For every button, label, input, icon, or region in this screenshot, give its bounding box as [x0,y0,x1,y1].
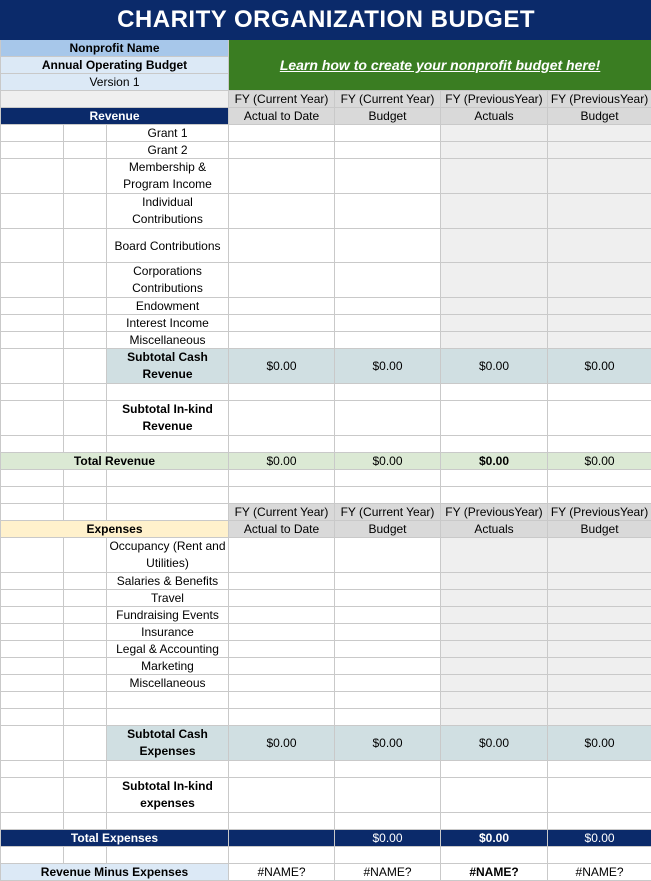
revenue-input[interactable] [335,315,441,332]
subtotal-inkind-revenue-label: Subtotal In-kind Revenue [107,401,229,436]
revenue-input[interactable] [229,263,335,298]
col-header-actual-to-date: Actual to Date [229,108,335,125]
revenue-input[interactable] [548,159,651,194]
expense-item-label: Fundraising Events [107,607,229,624]
expense-input[interactable] [229,709,335,726]
expense-input[interactable] [335,641,441,658]
expense-input[interactable] [548,675,651,692]
revenue-input[interactable] [229,315,335,332]
total-expenses-value: $0.00 [548,830,651,847]
revenue-item-label: Grant 2 [107,142,229,159]
total-expenses-value [229,830,335,847]
expense-input[interactable] [229,590,335,607]
expense-input[interactable] [441,692,548,709]
total-expenses-value: $0.00 [441,830,548,847]
revenue-input[interactable] [441,142,548,159]
expense-input[interactable] [107,709,229,726]
revenue-input[interactable] [335,142,441,159]
subtotal-value: $0.00 [229,726,335,761]
expense-input[interactable] [335,709,441,726]
col-header-fy-current: FY (Current Year) [229,504,335,521]
revenue-input[interactable] [229,229,335,263]
header-spacer [1,91,229,108]
expense-input[interactable] [548,692,651,709]
revenue-input[interactable] [441,332,548,349]
col-header-fy-previous: FY (PreviousYear) [548,504,651,521]
expense-input[interactable] [441,607,548,624]
revenue-item-label: Endowment [107,298,229,315]
expense-input[interactable] [548,641,651,658]
revenue-input[interactable] [548,332,651,349]
revenue-input[interactable] [229,194,335,229]
expense-item-label: Legal & Accounting [107,641,229,658]
subtotal-inkind-expenses-label: Subtotal In-kind expenses [107,778,229,813]
expense-item-label: Insurance [107,624,229,641]
revenue-input[interactable] [335,159,441,194]
expense-input[interactable] [441,573,548,590]
total-revenue-value: $0.00 [229,453,335,470]
expense-input[interactable] [335,675,441,692]
revenue-input[interactable] [441,263,548,298]
budget-name-cell[interactable]: Annual Operating Budget [1,57,229,74]
col-header-actual-to-date: Actual to Date [229,521,335,538]
inkind-input[interactable] [548,778,651,813]
expenses-section-label: Expenses [1,521,229,538]
inkind-input[interactable] [441,401,548,436]
expense-input[interactable] [229,658,335,675]
total-revenue-value: $0.00 [441,453,548,470]
revenue-input[interactable] [335,263,441,298]
col-header-fy-previous: FY (PreviousYear) [548,91,651,108]
col-header-budget: Budget [335,521,441,538]
revenue-input[interactable] [548,263,651,298]
expense-input[interactable] [441,590,548,607]
expense-input[interactable] [441,624,548,641]
revenue-input[interactable] [441,125,548,142]
subtotal-value: $0.00 [441,349,548,384]
revenue-input[interactable] [335,125,441,142]
net-value: #NAME? [441,864,548,881]
expense-input[interactable] [335,624,441,641]
revenue-input[interactable] [548,315,651,332]
expense-input[interactable] [229,692,335,709]
subtotal-cash-expenses-label: Subtotal Cash Expenses [107,726,229,761]
expense-input[interactable] [548,709,651,726]
expense-item-label: Travel [107,590,229,607]
col-header-budget: Budget [548,521,651,538]
col-header-budget: Budget [548,108,651,125]
subtotal-value: $0.00 [441,726,548,761]
expense-input[interactable] [107,692,229,709]
col-header-actuals: Actuals [441,108,548,125]
revenue-item-label: Miscellaneous [107,332,229,349]
expense-input[interactable] [335,590,441,607]
version-cell[interactable]: Version 1 [1,74,229,91]
revenue-item-label: Membership & Program Income [107,159,229,194]
revenue-input[interactable] [335,194,441,229]
col-header-budget: Budget [335,108,441,125]
total-expenses-label: Total Expenses [1,830,229,847]
expense-input[interactable] [548,624,651,641]
expense-input[interactable] [335,573,441,590]
subtotal-value: $0.00 [335,726,441,761]
total-expenses-value: $0.00 [335,830,441,847]
revenue-input[interactable] [229,125,335,142]
expense-item-label: Miscellaneous [107,675,229,692]
revenue-input[interactable] [441,159,548,194]
net-label: Revenue Minus Expenses [1,864,229,881]
inkind-input[interactable] [229,778,335,813]
revenue-input[interactable] [548,229,651,263]
expense-input[interactable] [335,658,441,675]
revenue-item-label: Grant 1 [107,125,229,142]
inkind-input[interactable] [335,401,441,436]
col-header-fy-current: FY (Current Year) [335,91,441,108]
revenue-input[interactable] [229,332,335,349]
expense-input[interactable] [441,675,548,692]
revenue-input[interactable] [229,159,335,194]
inkind-input[interactable] [229,401,335,436]
subtotal-cash-revenue-label: Subtotal Cash Revenue [107,349,229,384]
expense-input[interactable] [441,641,548,658]
revenue-input[interactable] [441,315,548,332]
inkind-input[interactable] [548,401,651,436]
revenue-item-label: Board Contributions [107,229,229,263]
col-header-fy-current: FY (Current Year) [229,91,335,108]
revenue-input[interactable] [441,229,548,263]
subtotal-value: $0.00 [229,349,335,384]
subtotal-value: $0.00 [548,349,651,384]
net-value: #NAME? [229,864,335,881]
expense-input[interactable] [229,624,335,641]
revenue-input[interactable] [229,298,335,315]
expense-input[interactable] [548,573,651,590]
revenue-section-label: Revenue [1,108,229,125]
expense-input[interactable] [441,658,548,675]
expense-input[interactable] [335,607,441,624]
revenue-input[interactable] [335,298,441,315]
expense-input[interactable] [229,675,335,692]
revenue-input[interactable] [441,298,548,315]
expense-input[interactable] [548,658,651,675]
total-revenue-value: $0.00 [335,453,441,470]
org-name-cell[interactable]: Nonprofit Name [1,40,229,57]
col-header-fy-current: FY (Current Year) [335,504,441,521]
expense-input[interactable] [229,573,335,590]
budget-help-link[interactable]: Learn how to create your nonprofit budget here! [229,40,651,91]
col-header-fy-previous: FY (PreviousYear) [441,504,548,521]
expense-input[interactable] [335,692,441,709]
expense-input[interactable] [229,641,335,658]
net-value: #NAME? [548,864,651,881]
expense-input[interactable] [548,607,651,624]
expense-input[interactable] [229,538,335,573]
revenue-input[interactable] [229,142,335,159]
expense-item-label: Salaries & Benefits [107,573,229,590]
page-title: CHARITY ORGANIZATION BUDGET [1,1,651,40]
revenue-item-label: Individual Contributions [107,194,229,229]
col-header-actuals: Actuals [441,521,548,538]
net-value: #NAME? [335,864,441,881]
revenue-input[interactable] [548,194,651,229]
revenue-input[interactable] [441,194,548,229]
expense-input[interactable] [335,538,441,573]
total-revenue-label: Total Revenue [1,453,229,470]
revenue-item-label: Corporations Contributions [107,263,229,298]
expense-item-label: Marketing [107,658,229,675]
revenue-input[interactable] [335,229,441,263]
inkind-input[interactable] [335,778,441,813]
col-header-fy-previous: FY (PreviousYear) [441,91,548,108]
expense-input[interactable] [441,709,548,726]
revenue-item-label: Interest Income [107,315,229,332]
expense-input[interactable] [548,590,651,607]
total-revenue-value: $0.00 [548,453,651,470]
expense-input[interactable] [441,538,548,573]
expense-item-label: Occupancy (Rent and Utilities) [107,538,229,573]
revenue-input[interactable] [548,142,651,159]
inkind-input[interactable] [441,778,548,813]
subtotal-value: $0.00 [335,349,441,384]
revenue-input[interactable] [335,332,441,349]
expense-input[interactable] [229,607,335,624]
subtotal-value: $0.00 [548,726,651,761]
expense-input[interactable] [548,538,651,573]
revenue-input[interactable] [548,125,651,142]
revenue-input[interactable] [548,298,651,315]
